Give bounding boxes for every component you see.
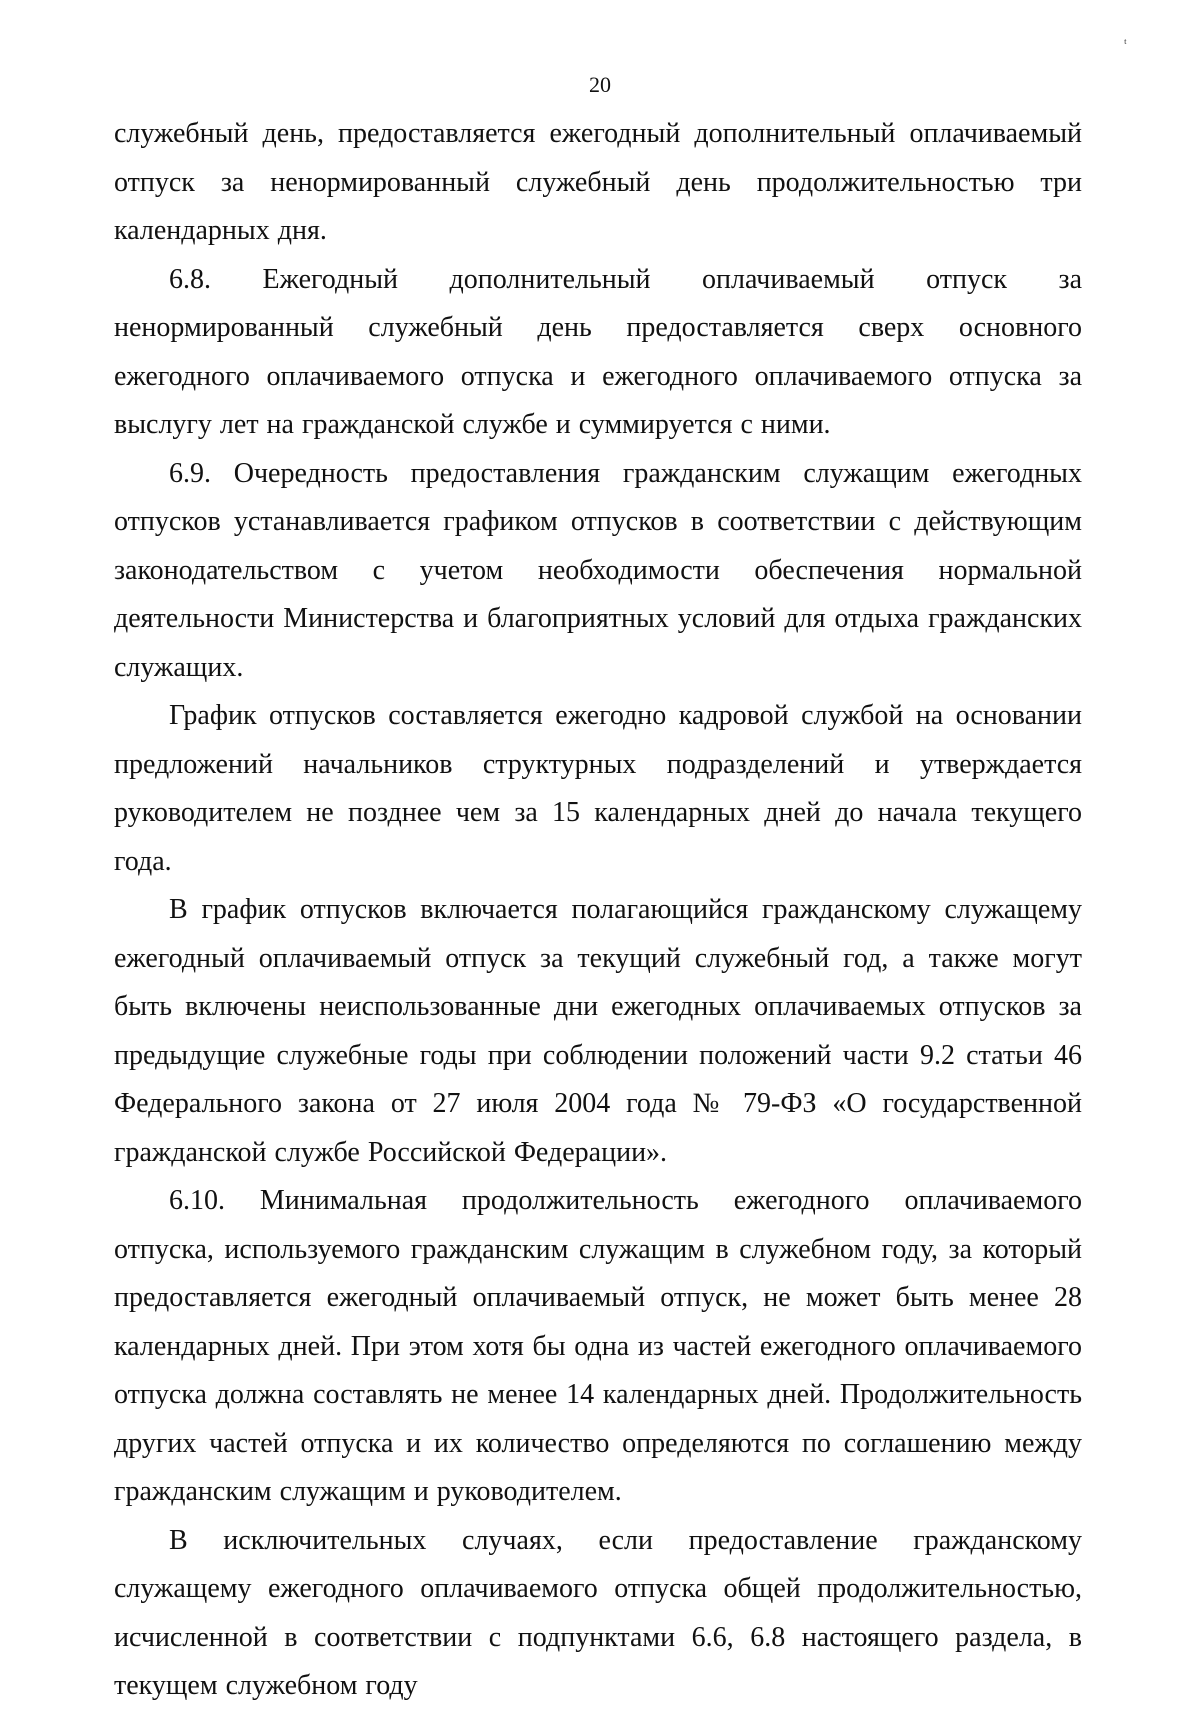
- paragraph-6-10: 6.10. Минимальная продолжительность ежегодного оплачиваемого отпуска, используемого гражданским служащим в служебном году, за который предоставляется ежегодный оплачиваемый отпуск, не может быть менее 28 календарных дней. При этом хотя бы одна из частей ежегодного оплачиваемого отпуска должна составлять не менее 14 календарных дней. Продолжительность других частей отпуска и их количество определяются по соглашению между гражданским служащим и руководителем.: [114, 1185, 1082, 1507]
- document-body: [114, 110, 1082, 1711]
- corner-mark: ᵗ: [1124, 37, 1127, 52]
- paragraph-exceptional-cases: В исключительных случаях, если предоставление гражданскому служащему ежегодного оплачиваемого отпуска общей продолжительностью, исчисленной в соответствии с подпунктами 6.6, 6.8 настоящего раздела, в текущем служебном году: [114, 1524, 1082, 1701]
- page-number: 20: [589, 72, 611, 97]
- paragraph-6-9: 6.9. Очередность предоставления гражданским служащим ежегодных отпусков устанавливается графиком отпусков в соответствии с действующим законодательством с учетом необходимости обеспечения нормальной деятельности Министерства и благоприятных условий для отдыха гражданских служащих.: [114, 457, 1082, 683]
- paragraph-schedule-inclusion: В график отпусков включается полагающийся гражданскому служащему ежегодный оплачиваемый отпуск за текущий служебный год, а также могут быть включены неиспользованные дни ежегодных оплачиваемых отпусков за предыдущие служебные годы при соблюдении положений части 9.2 статьи 46 Федерального закона от 27 июля 2004 года № 79-ФЗ «О государственной гражданской службе Российской Федерации».: [114, 894, 1082, 1168]
- paragraph-continuation: служебный день, предоставляется ежегодный дополнительный оплачиваемый отпуск за ненормированный служебный день продолжительностью три календарных дня.: [114, 118, 1082, 246]
- paragraph-6-8: 6.8. Ежегодный дополнительный оплачиваемый отпуск за ненормированный служебный день предоставляется сверх основного ежегодного оплачиваемого отпуска и ежегодного оплачиваемого отпуска за выслугу лет на гражданской службе и суммируется с ними.: [114, 263, 1082, 440]
- paragraph-vacation-schedule: График отпусков составляется ежегодно кадровой службой на основании предложений начальников структурных подразделений и утверждается руководителем не позднее чем за 15 календарных дней до начала текущего года.: [114, 700, 1082, 877]
